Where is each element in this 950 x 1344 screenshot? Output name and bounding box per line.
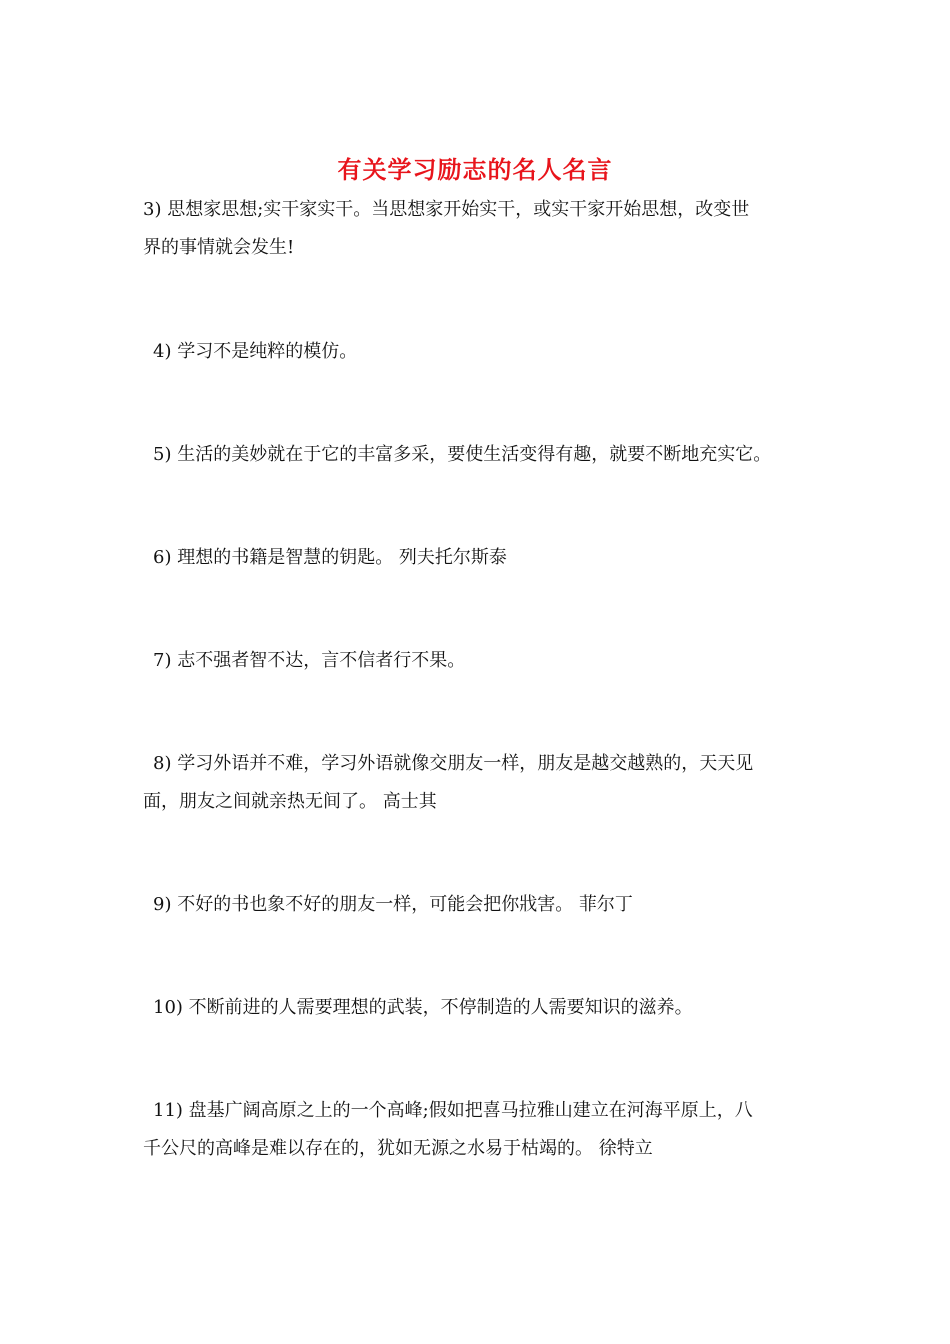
- quote-8-line-2: 面，朋友之间就亲热无间了。 高士其: [143, 791, 437, 812]
- quote-3-line-2: 界的事情就会发生!: [143, 237, 295, 258]
- quote-3-line-1: 3) 思想家思想;实干家实干。当思想家开始实干，或实干家开始思想，改变世: [143, 199, 750, 220]
- quote-4: 4) 学习不是纯粹的模仿。: [153, 341, 358, 362]
- quote-6: 6) 理想的书籍是智慧的钥匙。 列夫托尔斯泰: [153, 547, 507, 568]
- quote-7: 7) 志不强者智不达，言不信者行不果。: [153, 650, 466, 671]
- quote-11-line-1: 11) 盘基广阔高原之上的一个高峰;假如把喜马拉雅山建立在河海平原上，八: [153, 1100, 753, 1121]
- quote-5: 5) 生活的美妙就在于它的丰富多采，要使生活变得有趣，就要不断地充实它。: [153, 444, 772, 465]
- quote-10: 10) 不断前进的人需要理想的武装，不停制造的人需要知识的滋养。: [153, 997, 693, 1018]
- document-title: 有关学习励志的名人名言: [337, 155, 613, 184]
- quote-8-line-1: 8) 学习外语并不难，学习外语就像交朋友一样，朋友是越交越熟的，天天见: [153, 753, 754, 774]
- quote-11-line-2: 千公尺的高峰是难以存在的，犹如无源之水易于枯竭的。 徐特立: [143, 1138, 653, 1159]
- quote-9: 9) 不好的书也象不好的朋友一样，可能会把你戕害。 菲尔丁: [153, 894, 633, 915]
